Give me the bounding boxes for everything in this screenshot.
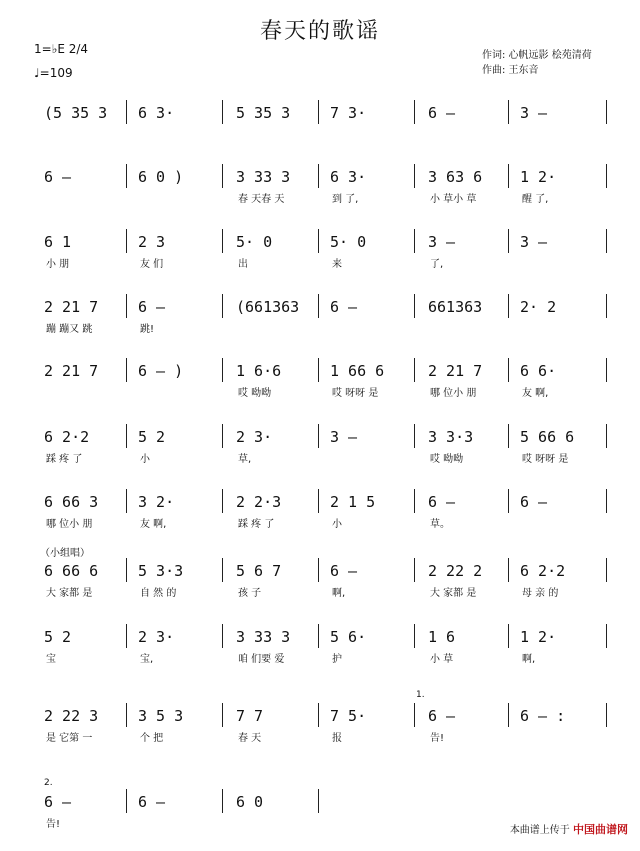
measure-notes: 5 35 3	[236, 104, 291, 122]
measure-lyric: 友 们	[140, 259, 164, 270]
measure-notes: 3 33 3	[236, 168, 291, 186]
bar-line	[222, 100, 223, 124]
score-row	[0, 233, 640, 291]
measure-lyric: 小 草小 草	[430, 194, 477, 205]
bar-line	[606, 358, 607, 382]
measure-notes: 3 –	[428, 233, 456, 251]
measure-notes: 6 –	[428, 104, 456, 122]
measure-lyric: 踩 疼 了	[238, 519, 275, 530]
measure-notes: 2· 2	[520, 298, 557, 316]
measure-notes: 2 22 2	[428, 562, 483, 580]
measure-lyric: 大 家都 是	[430, 588, 477, 599]
measure-notes: 6 –	[428, 493, 456, 511]
bar-line	[508, 358, 509, 382]
measure-notes: 3 63 6	[428, 168, 483, 186]
measure-lyric: 个 把	[140, 733, 164, 744]
measure-lyric: 春 天春 天	[238, 194, 285, 205]
measure-notes: 7 7	[236, 707, 264, 725]
measure-lyric: 咱 们要 爱	[238, 654, 285, 665]
bar-line	[222, 358, 223, 382]
measure-notes: 6 3·	[138, 104, 175, 122]
measure-lyric: 友 啊,	[522, 388, 549, 399]
bar-line	[126, 164, 127, 188]
measure-notes: 1 66 6	[330, 362, 385, 380]
measure-notes: 661363	[428, 298, 483, 316]
bar-line	[414, 558, 415, 582]
measure-notes: 6 –	[138, 793, 166, 811]
bar-line	[414, 229, 415, 253]
measure-notes: 6 –	[330, 298, 358, 316]
measure-lyric: 宝,	[140, 654, 154, 665]
score-row	[0, 298, 640, 356]
measure-lyric: 护	[332, 654, 342, 665]
measure-lyric: 宝	[46, 654, 56, 665]
measure-notes: 6 –	[330, 562, 358, 580]
bar-line	[318, 489, 319, 513]
measure-lyric: 春 天	[238, 733, 262, 744]
measure-lyric: 了,	[430, 259, 444, 270]
measure-notes: 6 6·	[520, 362, 557, 380]
measure-lyric: 友 啊,	[140, 519, 167, 530]
measure-notes: 5 66 6	[520, 428, 575, 446]
bar-line	[222, 424, 223, 448]
measure-notes: 2 1 5	[330, 493, 376, 511]
bar-line	[414, 489, 415, 513]
section-label: （小组唱）	[40, 548, 90, 559]
measure-notes: 2 3·	[138, 628, 175, 646]
measure-notes: 1 2·	[520, 628, 557, 646]
measure-notes: 5 2	[138, 428, 166, 446]
measure-notes: 3 –	[330, 428, 358, 446]
bar-line	[126, 489, 127, 513]
credits	[482, 48, 592, 78]
bar-line	[318, 100, 319, 124]
measure-lyric: 小 草	[430, 654, 454, 665]
score-row	[0, 493, 640, 551]
measure-lyric: 哎 呀呀 是	[522, 454, 569, 465]
bar-line	[508, 489, 509, 513]
measure-notes: 1 6	[428, 628, 456, 646]
measure-lyric: 醒 了,	[522, 194, 549, 205]
bar-line	[414, 624, 415, 648]
bar-line	[126, 703, 127, 727]
measure-notes: 3 3·3	[428, 428, 474, 446]
bar-line	[126, 100, 127, 124]
measure-lyric: 哎 呦呦	[238, 388, 272, 399]
bar-line	[508, 424, 509, 448]
bar-line	[606, 489, 607, 513]
measure-notes: 3 –	[520, 104, 548, 122]
bar-line	[414, 424, 415, 448]
page-title: 春天的歌谣	[259, 19, 380, 44]
bar-line	[508, 229, 509, 253]
bar-line	[414, 164, 415, 188]
measure-lyric: 自 然 的	[140, 588, 177, 599]
bar-line	[508, 558, 509, 582]
measure-notes: 2 2·3	[236, 493, 282, 511]
bar-line	[222, 558, 223, 582]
ending-1-label: 1.	[416, 690, 425, 700]
score-row	[0, 562, 640, 620]
measure-notes: 2 3	[138, 233, 166, 251]
bar-line	[318, 358, 319, 382]
bar-line	[126, 624, 127, 648]
bar-line	[222, 624, 223, 648]
score-row	[0, 428, 640, 486]
measure-notes: (5 35 3	[44, 104, 108, 122]
bar-line	[606, 558, 607, 582]
bar-line	[508, 294, 509, 318]
measure-lyric: 啊,	[332, 588, 346, 599]
bar-line	[606, 703, 607, 727]
measure-lyric: 踩 疼 了	[46, 454, 83, 465]
measure-notes: 6 0	[236, 793, 264, 811]
measure-notes: 6 2·2	[520, 562, 566, 580]
footer-prefix: 本曲谱上传于	[509, 825, 570, 836]
measure-lyric: 是 它第 一	[46, 733, 93, 744]
measure-lyric: 哎 呀呀 是	[332, 388, 379, 399]
measure-lyric: 来	[332, 259, 342, 270]
bar-line	[606, 294, 607, 318]
measure-lyric: 哪 位小 朋	[430, 388, 477, 399]
measure-notes: 5 3·3	[138, 562, 184, 580]
bar-line	[126, 229, 127, 253]
bar-line	[508, 100, 509, 124]
bar-line	[414, 294, 415, 318]
bar-line	[318, 229, 319, 253]
measure-lyric: 小	[140, 454, 150, 465]
measure-lyric: 告!	[46, 819, 61, 830]
bar-line	[508, 624, 509, 648]
measure-notes: 6 –	[520, 493, 548, 511]
measure-notes: 6 2·2	[44, 428, 90, 446]
measure-lyric: 大 家都 是	[46, 588, 93, 599]
measure-lyric: 蹦 蹦又 跳	[46, 324, 93, 335]
score-row	[0, 628, 640, 686]
measure-notes: 3 5 3	[138, 707, 184, 725]
measure-lyric: 告!	[430, 733, 445, 744]
score-row	[0, 707, 640, 765]
measure-lyric: 小	[332, 519, 342, 530]
measure-notes: 3 –	[520, 233, 548, 251]
measure-notes: 6 –	[44, 793, 72, 811]
measure-lyric: 孩 子	[238, 588, 262, 599]
measure-lyric: 跳!	[140, 324, 155, 335]
footer	[510, 821, 628, 837]
measure-notes: 2 21 7	[44, 298, 99, 316]
measure-lyric: 啊,	[522, 654, 536, 665]
measure-notes: 6 3·	[330, 168, 367, 186]
measure-lyric: 出	[238, 259, 248, 270]
measure-notes: 6 66 3	[44, 493, 99, 511]
measure-lyric: 报	[332, 733, 342, 744]
bar-line	[606, 100, 607, 124]
measure-notes: 2 21 7	[44, 362, 99, 380]
bar-line	[318, 294, 319, 318]
measure-lyric: 哎 呦呦	[430, 454, 464, 465]
measure-lyric: 到 了,	[332, 194, 359, 205]
measure-notes: 5· 0	[330, 233, 367, 251]
bar-line	[318, 424, 319, 448]
measure-notes: 2 3·	[236, 428, 273, 446]
bar-line	[126, 294, 127, 318]
bar-line	[318, 164, 319, 188]
bar-line	[126, 424, 127, 448]
measure-notes: 5 6·	[330, 628, 367, 646]
measure-notes: (661363	[236, 298, 300, 316]
bar-line	[318, 558, 319, 582]
bar-line	[606, 164, 607, 188]
bar-line	[222, 294, 223, 318]
bar-line	[222, 229, 223, 253]
measure-lyric: 小 朋	[46, 259, 70, 270]
lyricist: 作词: 心帆远影 桧苑清荷	[482, 50, 592, 61]
score-row	[0, 362, 640, 420]
measure-notes: 5 6 7	[236, 562, 282, 580]
bar-line	[606, 424, 607, 448]
measure-lyric: 母 亲 的	[522, 588, 559, 599]
bar-line	[126, 358, 127, 382]
measure-notes: 2 22 3	[44, 707, 99, 725]
measure-notes: 6 –	[44, 168, 72, 186]
composer: 作曲: 王东音	[482, 65, 539, 76]
bar-line	[414, 100, 415, 124]
measure-notes: 6 0 )	[138, 168, 184, 186]
tempo-marking: ♩=109	[34, 66, 73, 80]
measure-notes: 6 66 6	[44, 562, 99, 580]
measure-notes: 6 –	[428, 707, 456, 725]
bar-line	[126, 558, 127, 582]
measure-notes: 2 21 7	[428, 362, 483, 380]
bar-line	[318, 789, 319, 813]
bar-line	[508, 164, 509, 188]
bar-line	[222, 789, 223, 813]
bar-line	[508, 703, 509, 727]
bar-line	[318, 703, 319, 727]
key-signature: 1=♭E 2/4	[34, 42, 89, 56]
measure-notes: 7 3·	[330, 104, 367, 122]
measure-notes: 1 2·	[520, 168, 557, 186]
bar-line	[222, 489, 223, 513]
bar-line	[318, 624, 319, 648]
measure-notes: 1 6·6	[236, 362, 282, 380]
measure-lyric: 草,	[238, 454, 252, 465]
measure-notes: 6 –	[138, 298, 166, 316]
footer-site: 中国曲谱网	[573, 823, 628, 836]
measure-notes: 3 2·	[138, 493, 175, 511]
bar-line	[126, 789, 127, 813]
measure-notes: 6 1	[44, 233, 72, 251]
measure-notes: 3 33 3	[236, 628, 291, 646]
bar-line	[414, 358, 415, 382]
bar-line	[222, 703, 223, 727]
bar-line	[414, 703, 415, 727]
ending-2-label: 2.	[44, 778, 53, 788]
measure-notes: 6 – )	[138, 362, 184, 380]
bar-line	[606, 624, 607, 648]
measure-notes: 5· 0	[236, 233, 273, 251]
measure-lyric: 哪 位小 朋	[46, 519, 93, 530]
measure-notes: 5 2	[44, 628, 72, 646]
measure-notes: 6 – :	[520, 707, 566, 725]
score-row	[0, 168, 640, 226]
score-row	[0, 104, 640, 162]
measure-lyric: 草。	[430, 519, 450, 530]
bar-line	[222, 164, 223, 188]
measure-notes: 7 5·	[330, 707, 367, 725]
bar-line	[606, 229, 607, 253]
